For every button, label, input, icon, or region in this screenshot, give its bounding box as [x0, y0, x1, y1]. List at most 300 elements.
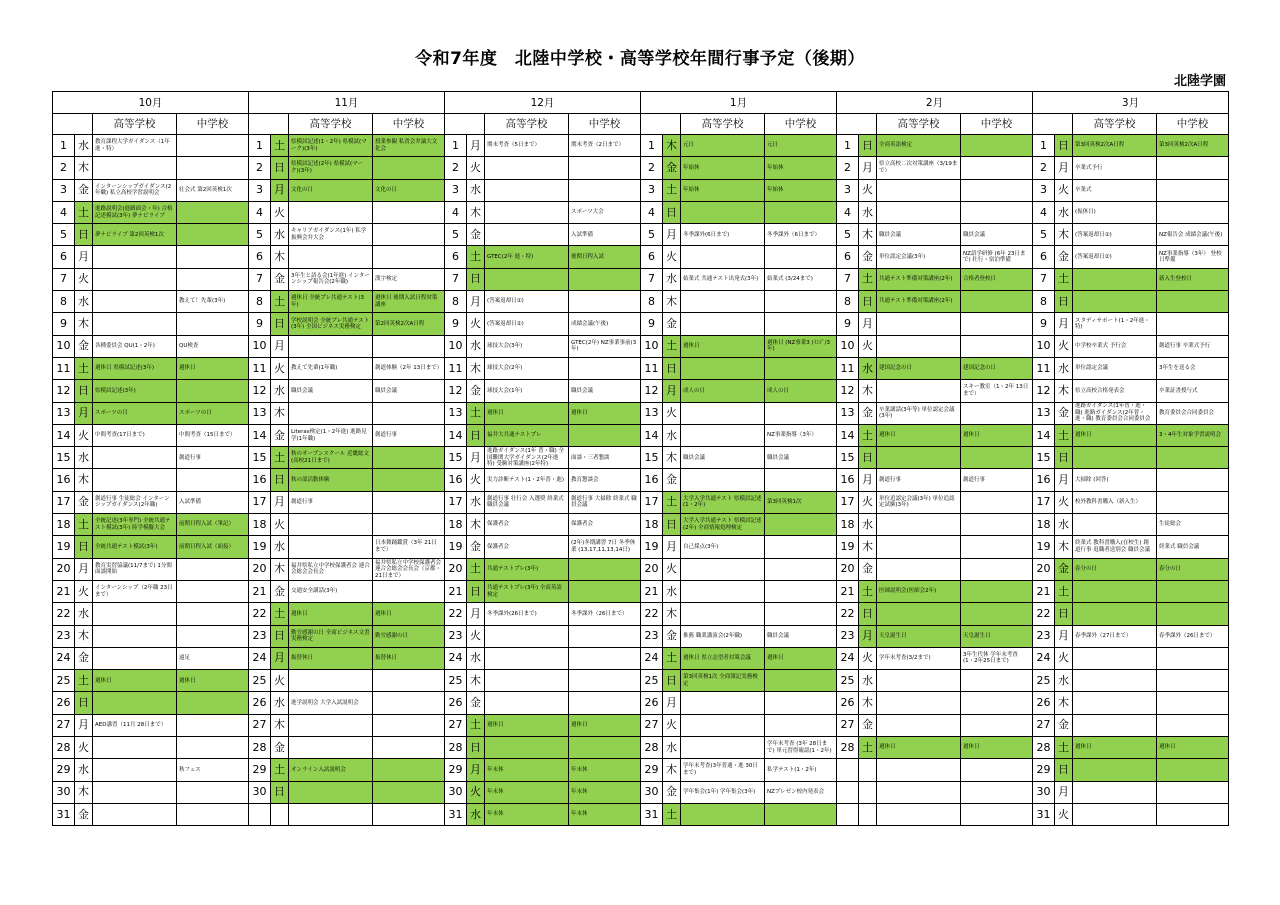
weekday: 水 [859, 670, 877, 692]
junior-high-event [961, 135, 1033, 157]
high-school-event: 創道行事 [289, 491, 373, 513]
day-number: 2 [641, 157, 663, 179]
day-number: 20 [445, 558, 467, 580]
weekday: 水 [663, 424, 681, 446]
junior-high-event [569, 580, 641, 602]
day-number: 7 [641, 268, 663, 290]
day-row [53, 603, 1229, 625]
junior-high-event: 学年末考査 (3年 28日まで) 単元習得確認(1・2年) [765, 737, 837, 759]
weekday: 木 [75, 781, 93, 803]
day-number: 26 [249, 692, 271, 714]
high-school-event: 各種委員会 QU(1・2年) [93, 335, 177, 357]
weekday: 水 [271, 536, 289, 558]
junior-high-event: 建国記念の日 [961, 357, 1033, 379]
junior-high-event: 成人の日 [765, 380, 837, 402]
weekday: 日 [663, 514, 681, 536]
junior-high-event [373, 224, 445, 246]
day-number: 28 [1033, 737, 1055, 759]
high-school-event [877, 380, 961, 402]
weekday: 火 [467, 313, 485, 335]
weekday: 月 [271, 647, 289, 669]
day-row [53, 313, 1229, 335]
high-school-event [877, 670, 961, 692]
day-number: 5 [445, 224, 467, 246]
junior-high-event [373, 491, 445, 513]
annual-schedule-table [52, 91, 1229, 826]
empty-cell [859, 803, 877, 825]
day-number: 15 [837, 447, 859, 469]
day-number: 22 [53, 603, 75, 625]
junior-high-event [1157, 692, 1229, 714]
day-number: 13 [837, 402, 859, 424]
junior-high-header: 中学校 [765, 114, 837, 135]
junior-high-event: 前期日程入試（筆記） [177, 514, 249, 536]
high-school-event: 創道行事 壮行会 入選奨 終業式 職員会議 [485, 491, 569, 513]
high-school-event: 週休日 [877, 424, 961, 446]
weekday: 土 [663, 179, 681, 201]
junior-high-event [961, 714, 1033, 736]
day-number: 19 [837, 536, 859, 558]
high-school-event: インターンシップガイダンス(2年職) 私立高校学習説明会 [93, 179, 177, 201]
weekday: 木 [1055, 380, 1073, 402]
high-school-event: 冬季課外(6日まで) [681, 224, 765, 246]
weekday: 水 [467, 491, 485, 513]
day-number: 12 [837, 380, 859, 402]
junior-high-event [1157, 447, 1229, 469]
day-number: 23 [249, 625, 271, 647]
junior-high-event: 年始休 [765, 179, 837, 201]
junior-high-event [177, 157, 249, 179]
junior-high-event [569, 291, 641, 313]
junior-high-event [569, 357, 641, 379]
junior-high-event: 生徒総会 [1157, 514, 1229, 536]
weekday: 土 [663, 491, 681, 513]
day-number: 28 [53, 737, 75, 759]
day-number: 24 [53, 647, 75, 669]
weekday: 土 [859, 580, 877, 602]
weekday: 火 [271, 201, 289, 223]
weekday: 木 [663, 759, 681, 781]
day-number: 21 [837, 580, 859, 602]
high-school-event [877, 714, 961, 736]
high-school-event: 県模試記述(1・2年) 県模試(マーク)(3年) [289, 135, 373, 157]
high-school-event: 保護者会 [485, 514, 569, 536]
high-school-event [93, 781, 177, 803]
weekday: 金 [859, 402, 877, 424]
high-school-event [1073, 781, 1157, 803]
weekday: 月 [75, 402, 93, 424]
high-school-event [93, 469, 177, 491]
empty-cell [837, 759, 859, 781]
junior-high-event [1157, 603, 1229, 625]
day-number: 5 [249, 224, 271, 246]
high-school-event: 校外教科書購入（新入生） [1073, 491, 1157, 513]
junior-high-event: 中間考査（15日まで） [177, 424, 249, 446]
day-row [53, 781, 1229, 803]
day-number: 11 [1033, 357, 1055, 379]
high-school-event: インターンシップ（2年職 23日まで） [93, 580, 177, 602]
junior-high-header: 中学校 [177, 114, 249, 135]
day-number: 17 [249, 491, 271, 513]
weekday: 月 [75, 246, 93, 268]
day-number: 8 [837, 291, 859, 313]
weekday: 金 [1055, 246, 1073, 268]
junior-high-event: GTEC(2年) NZ事業事前(3年) [569, 335, 641, 357]
junior-high-event [961, 201, 1033, 223]
day-number: 30 [53, 781, 75, 803]
day-number: 24 [1033, 647, 1055, 669]
weekday: 木 [663, 291, 681, 313]
junior-high-event: 週休日 [1157, 737, 1229, 759]
day-number: 1 [1033, 135, 1055, 157]
weekday: 水 [1055, 670, 1073, 692]
day-number: 30 [445, 781, 467, 803]
day-number: 5 [1033, 224, 1055, 246]
weekday: 木 [271, 246, 289, 268]
junior-high-event [569, 670, 641, 692]
weekday: 日 [1055, 447, 1073, 469]
high-school-event [93, 157, 177, 179]
high-school-event [1073, 670, 1157, 692]
day-number: 10 [641, 335, 663, 357]
high-school-event: 学校説明会 全統プレ共通テスト(3年) 全国ビジネス実務検定 [289, 313, 373, 335]
junior-high-event: 日本舞踊鑑賞（3年 21日まで） [373, 536, 445, 558]
weekday: 土 [75, 514, 93, 536]
day-number: 18 [837, 514, 859, 536]
weekday: 金 [75, 647, 93, 669]
junior-high-event [961, 157, 1033, 179]
day-row [53, 135, 1229, 157]
day-row [53, 491, 1229, 513]
day-number: 5 [641, 224, 663, 246]
empty-cell [837, 803, 859, 825]
junior-high-event [569, 157, 641, 179]
day-number: 1 [53, 135, 75, 157]
weekday: 水 [859, 201, 877, 223]
junior-high-event [373, 201, 445, 223]
day-row [53, 335, 1229, 357]
junior-high-event: 創道行事 卒業式予行 [1157, 335, 1229, 357]
junior-high-event: 福井県私立中学校保護者会 連合会総会会長会（京都・21日まで） [373, 558, 445, 580]
high-school-event: 春分の日 [1073, 558, 1157, 580]
day-number: 22 [445, 603, 467, 625]
high-school-event [1073, 603, 1157, 625]
high-school-event [877, 313, 961, 335]
high-school-event [289, 781, 373, 803]
weekday: 日 [859, 447, 877, 469]
high-school-event [681, 313, 765, 335]
high-school-event: 全統記述(3年専門) 全統共通テスト模試(3年) 陸学模擬大会 [93, 514, 177, 536]
high-school-event [1073, 803, 1157, 825]
day-number: 20 [1033, 558, 1055, 580]
high-school-event: 教育課程大学ガイダンス（1年進・特） [93, 135, 177, 157]
junior-high-event [373, 157, 445, 179]
weekday: 金 [75, 335, 93, 357]
junior-high-event [961, 447, 1033, 469]
weekday: 日 [271, 781, 289, 803]
high-school-event: 福井大共通テストプレ [485, 424, 569, 446]
junior-high-event: QU検査 [177, 335, 249, 357]
day-number: 12 [53, 380, 75, 402]
day-number: 7 [249, 268, 271, 290]
day-number: 27 [837, 714, 859, 736]
day-number: 17 [837, 491, 859, 513]
weekday: 木 [1055, 692, 1073, 714]
day-number: 27 [445, 714, 467, 736]
high-school-event: 共通テストプレ(3年) 全商英語検定 [485, 580, 569, 602]
day-number: 19 [1033, 536, 1055, 558]
junior-high-event: 職員会議 [765, 625, 837, 647]
day-number: 8 [641, 291, 663, 313]
junior-high-header: 中学校 [373, 114, 445, 135]
junior-high-event [569, 179, 641, 201]
day-number: 3 [445, 179, 467, 201]
high-school-event [681, 580, 765, 602]
weekday: 木 [1055, 224, 1073, 246]
day-number: 6 [249, 246, 271, 268]
junior-high-event: 成績会議(午後) [569, 313, 641, 335]
day-row [53, 647, 1229, 669]
high-school-event [681, 469, 765, 491]
weekday: 日 [75, 692, 93, 714]
day-number: 14 [1033, 424, 1055, 446]
weekday: 土 [75, 201, 93, 223]
junior-high-event [373, 514, 445, 536]
day-number: 28 [445, 737, 467, 759]
day-number: 15 [1033, 447, 1055, 469]
weekday: 火 [859, 647, 877, 669]
junior-high-event: 勤労感謝の日 [373, 625, 445, 647]
day-row [53, 424, 1229, 446]
high-school-event: 全統共通テスト模試(3年) [93, 536, 177, 558]
high-school-event [93, 692, 177, 714]
junior-high-event: 創道行事 [373, 424, 445, 446]
day-number: 25 [1033, 670, 1055, 692]
day-number: 10 [837, 335, 859, 357]
high-school-event: (答案返却日②) [1073, 246, 1157, 268]
high-school-event: 進路ガイダンス(1年普・進・職) 進路ガイダンス(2年普・進・職) 教育委員会合同委員会 [1073, 402, 1157, 424]
junior-high-event [1157, 157, 1229, 179]
high-school-event: 交通安全講話(3年) [289, 580, 373, 602]
day-number: 24 [445, 647, 467, 669]
junior-high-event [569, 625, 641, 647]
weekday: 水 [75, 759, 93, 781]
high-school-event: 卒業式予行 [1073, 157, 1157, 179]
junior-high-event [961, 179, 1033, 201]
high-school-event [485, 179, 569, 201]
high-school-event [1073, 514, 1157, 536]
weekday: 木 [663, 135, 681, 157]
weekday: 木 [859, 224, 877, 246]
junior-high-event [177, 246, 249, 268]
high-school-event [1073, 291, 1157, 313]
corner-cell [445, 114, 485, 135]
weekday: 月 [859, 313, 877, 335]
month-header: 3月 [1033, 92, 1229, 114]
day-number: 4 [837, 201, 859, 223]
day-number: 16 [1033, 469, 1055, 491]
high-school-event [289, 670, 373, 692]
junior-high-event: 創道行事 [177, 447, 249, 469]
junior-high-event: 週休日 (NZ事業3 (ｲﾝｼﾞ/3年) [765, 335, 837, 357]
high-school-event [681, 201, 765, 223]
weekday: 木 [75, 313, 93, 335]
weekday: 水 [663, 268, 681, 290]
day-number: 11 [837, 357, 859, 379]
high-school-event [877, 536, 961, 558]
weekday: 土 [1055, 424, 1073, 446]
high-school-event: 秋の部活動体験 [289, 469, 373, 491]
junior-high-event [1157, 201, 1229, 223]
junior-high-event [177, 603, 249, 625]
high-school-event [289, 714, 373, 736]
high-school-event: 保護者会 [485, 536, 569, 558]
junior-high-event [961, 291, 1033, 313]
junior-high-event [373, 246, 445, 268]
day-number: 21 [249, 580, 271, 602]
high-school-event [289, 402, 373, 424]
day-number: 22 [249, 603, 271, 625]
junior-high-event [765, 558, 837, 580]
weekday: 月 [271, 335, 289, 357]
high-school-event [681, 803, 765, 825]
weekday: 火 [663, 714, 681, 736]
day-number: 1 [249, 135, 271, 157]
junior-high-event [961, 335, 1033, 357]
high-school-event: 球技大会(1年) [485, 380, 569, 402]
day-number: 2 [1033, 157, 1055, 179]
organization-name: 北陸学園 [1173, 74, 1226, 89]
junior-high-event [569, 424, 641, 446]
day-number: 29 [53, 759, 75, 781]
day-number: 31 [1033, 803, 1055, 825]
corner-cell [837, 114, 877, 135]
day-row [53, 157, 1229, 179]
weekday: 月 [859, 625, 877, 647]
weekday: 月 [75, 558, 93, 580]
junior-high-event [177, 224, 249, 246]
weekday: 水 [467, 803, 485, 825]
day-number: 9 [53, 313, 75, 335]
weekday: 木 [859, 692, 877, 714]
high-school-event [93, 291, 177, 313]
weekday: 木 [467, 357, 485, 379]
day-row [53, 291, 1229, 313]
weekday: 火 [271, 670, 289, 692]
high-school-event: 週休日 [485, 714, 569, 736]
junior-high-event: 保護者会 [569, 514, 641, 536]
day-number: 20 [249, 558, 271, 580]
junior-high-event: 春季課外（26日まで） [1157, 625, 1229, 647]
junior-high-event [961, 514, 1033, 536]
weekday: 土 [467, 558, 485, 580]
day-number: 28 [641, 737, 663, 759]
high-school-event: 夢ナビライブ 第2回英検1次 [93, 224, 177, 246]
weekday: 日 [467, 580, 485, 602]
weekday: 水 [859, 357, 877, 379]
high-school-event: 第3回英検2次A日程 [1073, 135, 1157, 157]
junior-high-event [765, 357, 837, 379]
high-school-event: 職員会議 [877, 224, 961, 246]
high-school-event: 教育実習協議(11/7まで) 1分間面談開始 [93, 558, 177, 580]
junior-high-event [765, 714, 837, 736]
junior-high-event [765, 670, 837, 692]
junior-high-event [1157, 647, 1229, 669]
high-school-event: 週休日 [1073, 424, 1157, 446]
day-number: 7 [1033, 268, 1055, 290]
junior-high-event [177, 201, 249, 223]
day-number: 27 [249, 714, 271, 736]
high-school-event: 球技大会(2年) [485, 357, 569, 379]
weekday: 日 [271, 313, 289, 335]
high-school-event: 大学入学共通テスト 県模試記述(1・2年) [681, 491, 765, 513]
junior-high-event: 週休日 後期入試日程対策講座 [373, 291, 445, 313]
day-number: 4 [249, 201, 271, 223]
junior-high-event [569, 647, 641, 669]
junior-high-event: 新入生登校日 [1157, 268, 1229, 290]
weekday: 土 [859, 268, 877, 290]
day-number: 23 [837, 625, 859, 647]
junior-high-event [1157, 469, 1229, 491]
day-row [53, 402, 1229, 424]
junior-high-event [373, 759, 445, 781]
high-school-event [93, 759, 177, 781]
junior-high-event: 創道体験（2年 13日まで） [373, 357, 445, 379]
weekday: 月 [467, 291, 485, 313]
junior-high-event [177, 268, 249, 290]
high-school-event: 年始休 [681, 157, 765, 179]
day-number: 7 [837, 268, 859, 290]
junior-high-event: 3年生を送る会 [1157, 357, 1229, 379]
junior-high-event [1157, 291, 1229, 313]
junior-high-event: 週休日 [569, 402, 641, 424]
day-number: 24 [249, 647, 271, 669]
weekday: 土 [467, 714, 485, 736]
day-number: 2 [445, 157, 467, 179]
weekday: 月 [663, 536, 681, 558]
high-school-event: (振休日) [1073, 201, 1157, 223]
day-number: 9 [249, 313, 271, 335]
weekday: 火 [663, 558, 681, 580]
day-number: 27 [1033, 714, 1055, 736]
high-school-event [93, 803, 177, 825]
day-number: 16 [641, 469, 663, 491]
junior-high-event [961, 536, 1033, 558]
day-number: 21 [641, 580, 663, 602]
day-number: 10 [1033, 335, 1055, 357]
weekday: 木 [467, 670, 485, 692]
high-school-event: 県立高校二次対策講座（3/19まで） [877, 157, 961, 179]
high-school-event [289, 246, 373, 268]
junior-high-event [177, 135, 249, 157]
high-school-event: 週休日 [289, 603, 373, 625]
junior-high-event: 週休日 [765, 647, 837, 669]
high-school-event [289, 335, 373, 357]
weekday: 金 [663, 469, 681, 491]
weekday: 日 [467, 424, 485, 446]
day-number: 14 [837, 424, 859, 446]
day-number: 10 [53, 335, 75, 357]
empty-cell [877, 759, 961, 781]
junior-high-event: 天皇誕生日 [961, 625, 1033, 647]
weekday: 火 [859, 335, 877, 357]
day-number: 16 [837, 469, 859, 491]
day-number: 18 [249, 514, 271, 536]
junior-high-event: 第3回英検1次 [765, 491, 837, 513]
high-school-event [681, 737, 765, 759]
day-number: 13 [641, 402, 663, 424]
high-school-event: 年始休 [681, 179, 765, 201]
